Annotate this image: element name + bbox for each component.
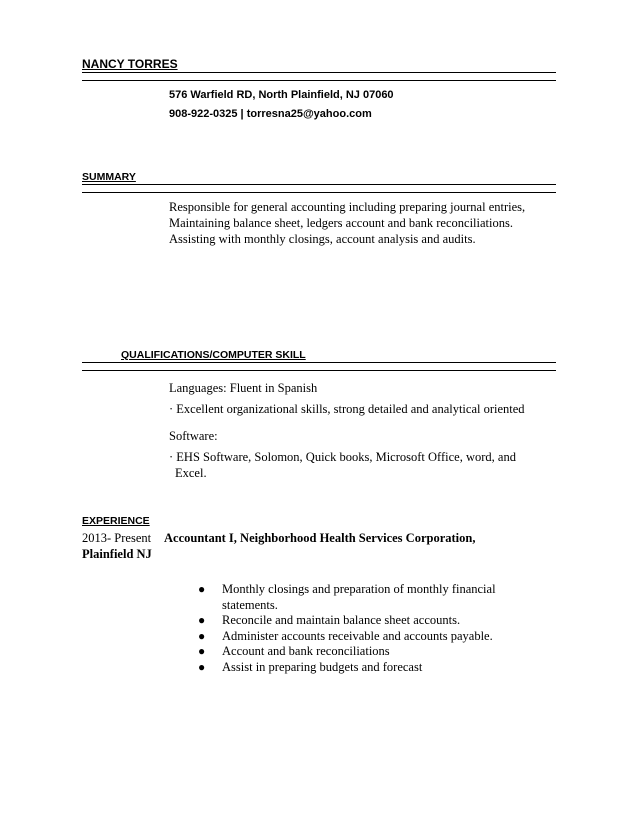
qualifications-heading: QUALIFICATIONS/COMPUTER SKILL xyxy=(121,349,306,361)
candidate-name: NANCY TORRES xyxy=(82,57,178,71)
list-item xyxy=(190,598,550,614)
contact-line: 908-922-0325 | torresna25@yahoo.com xyxy=(169,108,372,120)
bullet-icon: ● xyxy=(198,582,206,596)
software-line: Excel. xyxy=(175,466,207,480)
list-item xyxy=(190,629,550,645)
list-item xyxy=(190,613,550,629)
duty-text: Assist in preparing budgets and forecast xyxy=(222,659,423,674)
software-line: · EHS Software, Solomon, Quick books, Microsoft Office, word, and xyxy=(169,450,516,464)
duty-text: statements. xyxy=(222,597,278,612)
summary-line: Maintaining balance sheet, ledgers account and bank reconciliations. xyxy=(169,216,513,230)
summary-line: Responsible for general accounting including preparing journal entries, xyxy=(169,200,526,214)
bullet-icon: ● xyxy=(198,628,206,643)
duty-text: Account and bank reconciliations xyxy=(222,644,390,658)
job-title: Accountant I, Neighborhood Health Services Corporation, xyxy=(164,531,476,545)
qualifications-rule-bottom xyxy=(82,370,556,371)
duty-text: Reconcile and maintain balance sheet accounts. xyxy=(222,613,461,627)
address-line: 576 Warfield RD, North Plainfield, NJ 07060 xyxy=(169,89,394,101)
qualifications-rule-top xyxy=(82,362,556,363)
job-duties-list xyxy=(190,582,550,675)
list-item xyxy=(190,644,550,660)
job-dates: 2013- Present xyxy=(82,531,152,545)
header-rule-bottom xyxy=(82,80,556,81)
languages-line: Languages: Fluent in Spanish xyxy=(169,381,318,395)
summary-text xyxy=(169,199,525,247)
job-location: Plainfield NJ xyxy=(82,547,152,561)
header-rule-top xyxy=(82,72,556,73)
summary-rule-bottom xyxy=(82,192,556,193)
experience-heading: EXPERIENCE xyxy=(82,515,150,527)
list-item xyxy=(190,660,550,676)
duty-text: Administer accounts receivable and accounts payable. xyxy=(222,628,493,643)
summary-rule-top xyxy=(82,184,556,185)
summary-heading: SUMMARY xyxy=(82,171,136,183)
bullet-icon: ● xyxy=(198,613,206,627)
bullet-icon: ● xyxy=(198,644,206,658)
skills-bullet: · Excellent organizational skills, strong detailed and analytical oriented xyxy=(169,402,525,416)
list-item xyxy=(190,582,550,598)
duty-text: Monthly closings and preparation of monthly financial xyxy=(222,582,496,596)
bullet-icon: ● xyxy=(198,659,206,674)
summary-line: Assisting with monthly closings, account analysis and audits. xyxy=(169,232,476,246)
software-label: Software: xyxy=(169,429,218,443)
